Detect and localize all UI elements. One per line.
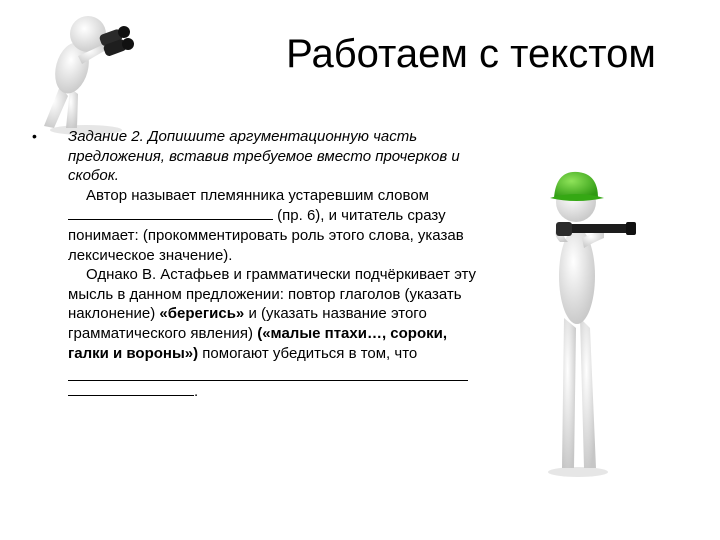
binoculars-figure-icon: [30, 6, 142, 136]
blank-line-long: [68, 363, 468, 381]
task-text: [68, 127, 478, 402]
paragraph-2: [68, 265, 478, 363]
task-heading: Задание 2. Допишите аргументационную часть предложения, вставив требуемое вместо прочерков и скобок.: [68, 128, 460, 185]
paragraph-1-end: (пр. 6), и читатель сразу понимает: (прокомментировать роль этого слова, указав лексическое значение).: [68, 207, 464, 264]
final-dot: .: [194, 383, 199, 401]
paragraph-1: [68, 186, 478, 265]
paragraph-1-start: Автор называет племянника устаревшим словом: [86, 186, 429, 204]
paragraph-2-bold-2: («малые птахи…, сороки, галки и вороны»): [68, 324, 448, 362]
paragraph-2-start: Однако В. Астафьев и грамматически подчёркивает эту мысль в данном предложении: повтор глаголов (указать наклонение): [68, 266, 477, 323]
paragraph-2-end: помогают убедиться в том, что: [202, 344, 418, 362]
page-title: Работаем с текстом: [286, 32, 656, 76]
bullet-marker: •: [32, 128, 37, 144]
paragraph-2-bold-1: «берегись»: [159, 305, 245, 323]
blank-line: [68, 205, 273, 220]
paragraph-2-mid: и (указать название этого грамматического явления): [68, 305, 427, 342]
hunter-figure-icon: [540, 158, 640, 478]
blank-line-short: [68, 381, 194, 396]
